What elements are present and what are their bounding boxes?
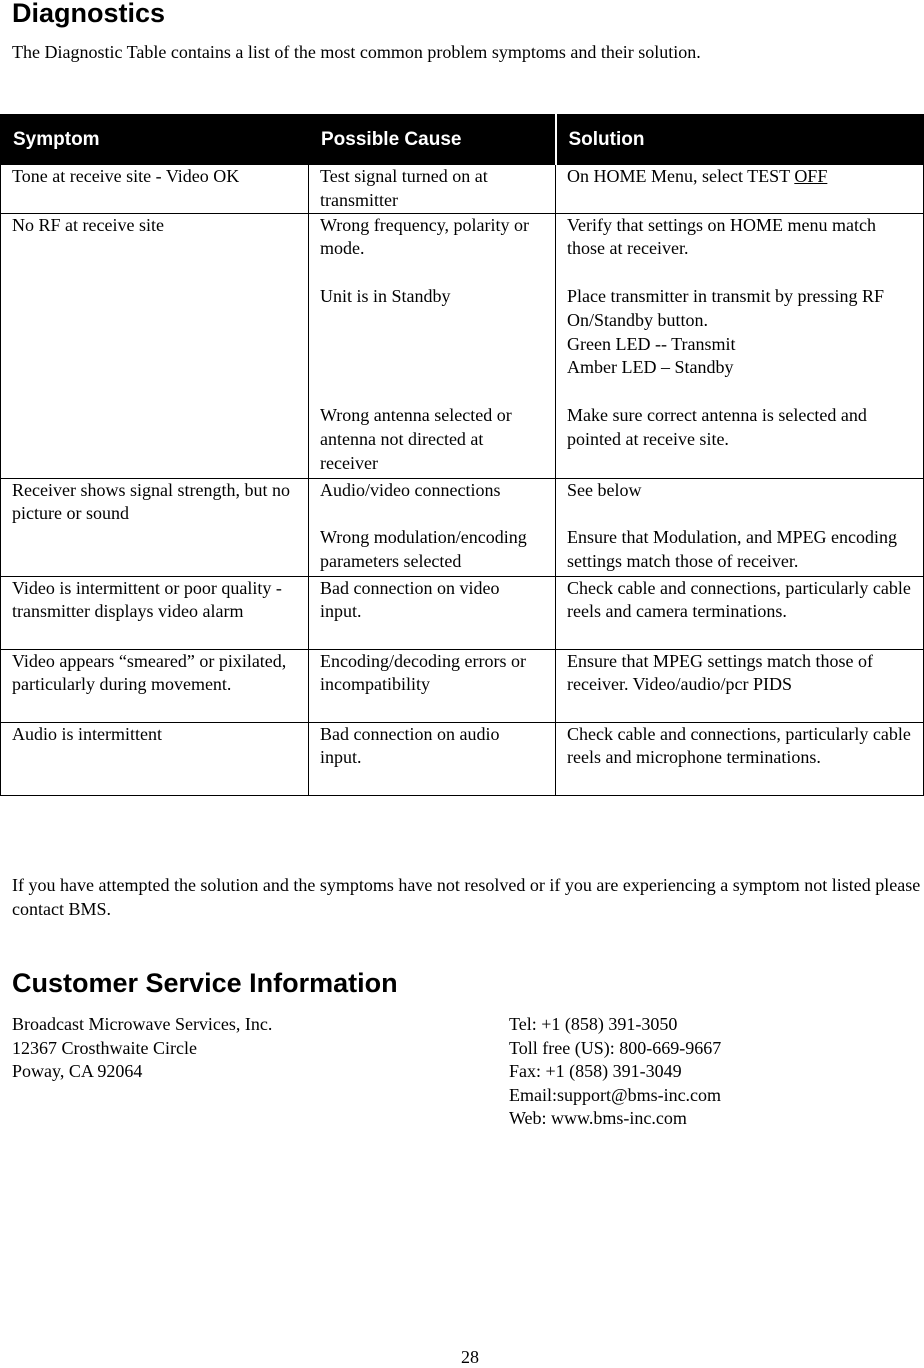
solution-text: On HOME Menu, select TEST [567, 166, 795, 186]
symptom-cell: Video appears “smeared” or pixilated, particularly during movement. [1, 649, 309, 722]
page-title: Diagnostics [12, 0, 166, 28]
support-email: Email:support@bms-inc.com [509, 1084, 722, 1105]
street-address: 12367 Crosthwaite Circle [12, 1037, 197, 1058]
underlined-off-text: OFF [794, 166, 828, 186]
solution-text: See below [567, 479, 642, 500]
solution-cell: Check cable and connections, particularly cable reels and microphone terminations. [556, 722, 924, 795]
solution-cell [556, 478, 924, 576]
customer-service-heading: Customer Service Information [12, 968, 398, 998]
cause-text: Wrong frequency, polarity or mode. [320, 214, 530, 259]
header-symptom: Symptom [1, 115, 309, 165]
telephone: Tel: +1 (858) 391-3050 [509, 1014, 678, 1034]
page-number: 28 [461, 1347, 479, 1367]
city-address: Poway, CA 92064 [12, 1061, 143, 1082]
fax-number: Fax: +1 (858) 391-3049 [509, 1061, 682, 1082]
intro-text: The Diagnostic Table contains a list of the most common problem symptoms and their solution. [12, 42, 701, 62]
cause-text: Unit is in Standby [320, 285, 451, 306]
solution-cell: Check cable and connections, particularly cable reels and camera terminations. [556, 576, 924, 649]
cause-text: Wrong modulation/encoding parameters selected [320, 527, 527, 571]
table-row [1, 649, 924, 722]
contact-note: If you have attempted the solution and the symptoms have not resolved or if you are experiencing a symptom not listed please contact BMS. [12, 875, 921, 919]
table-row [1, 165, 924, 214]
company-name: Broadcast Microwave Services, Inc. [12, 1014, 273, 1034]
symptom-cell: Video is intermittent or poor quality - transmitter displays video alarm [1, 576, 309, 649]
cause-cell: Bad connection on video input. [309, 576, 556, 649]
cause-cell: Bad connection on audio input. [309, 722, 556, 795]
symptom-cell: Tone at receive site - Video OK [1, 165, 309, 214]
website: Web: www.bms-inc.com [509, 1108, 687, 1129]
symptom-cell: No RF at receive site [1, 213, 309, 478]
table-header-row [1, 115, 924, 165]
contact-details [509, 1013, 721, 1131]
solution-text: Ensure that Modulation, and MPEG encoding settings match those of receiver. [567, 527, 897, 571]
diagnostic-table [0, 114, 924, 796]
solution-cell [556, 213, 924, 478]
table-row [1, 478, 924, 576]
cause-text: Audio/video connections [320, 479, 501, 500]
cause-cell: Test signal turned on at transmitter [309, 165, 556, 214]
symptom-cell: Receiver shows signal strength, but no picture or sound [1, 478, 309, 576]
cause-cell: Encoding/decoding errors or incompatibility [309, 649, 556, 722]
solution-text: Amber LED – Standby [567, 357, 734, 378]
solution-text: Green LED -- Transmit [567, 333, 736, 354]
header-possible-cause: Possible Cause [309, 115, 556, 165]
symptom-cell: Audio is intermittent [1, 722, 309, 795]
cause-cell [309, 478, 556, 576]
solution-cell: Ensure that MPEG settings match those of receiver. Video/audio/pcr PIDS [556, 649, 924, 722]
table-row [1, 576, 924, 649]
solution-text: Make sure correct antenna is selected and pointed at receive site. [567, 404, 867, 449]
header-solution: Solution [556, 115, 924, 165]
company-address [12, 1013, 272, 1084]
table-row [1, 213, 924, 478]
solution-cell [556, 165, 924, 214]
cause-cell [309, 213, 556, 478]
solution-text: Place transmitter in transmit by pressing RF On/Standby button. [567, 285, 884, 330]
solution-text: Verify that settings on HOME menu match those at receiver. [567, 214, 876, 259]
table-row [1, 722, 924, 795]
cause-text: Wrong antenna selected or antenna not directed at receiver [320, 404, 512, 473]
toll-free-number: Toll free (US): 800-669-9667 [509, 1037, 722, 1058]
